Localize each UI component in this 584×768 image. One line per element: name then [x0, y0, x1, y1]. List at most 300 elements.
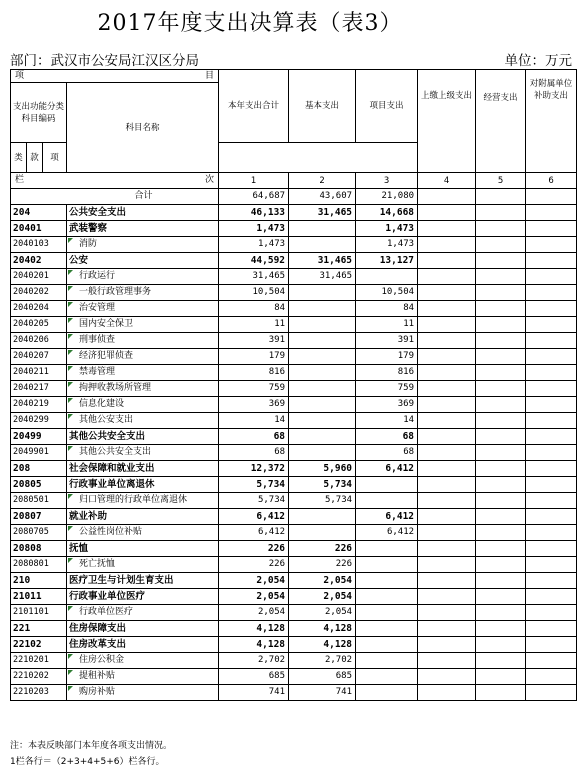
- row-business: [476, 605, 526, 621]
- row-business: [476, 333, 526, 349]
- row-total: 46,133: [219, 205, 289, 221]
- row-project: [356, 637, 418, 653]
- row-project: 10,504: [356, 285, 418, 301]
- row-basic: 31,465: [289, 205, 356, 221]
- row-subsidiary: [526, 461, 577, 477]
- row-upper: [418, 253, 476, 269]
- row-name: 提租补贴: [67, 669, 219, 685]
- row-basic: [289, 381, 356, 397]
- table-row: [11, 589, 577, 605]
- row-subsidiary: [526, 317, 577, 333]
- row-total: 226: [219, 541, 289, 557]
- row-name: 归口管理的行政单位离退休: [67, 493, 219, 509]
- row-code: 2040202: [11, 285, 67, 301]
- row-total: 2,054: [219, 589, 289, 605]
- row-name: 公共安全支出: [67, 205, 219, 221]
- row-business: [476, 253, 526, 269]
- row-business: [476, 621, 526, 637]
- row-upper: [418, 685, 476, 701]
- row-basic: 741: [289, 685, 356, 701]
- row-business: [476, 285, 526, 301]
- row-code: 2040211: [11, 365, 67, 381]
- row-code: 20808: [11, 541, 67, 557]
- row-subsidiary: [526, 445, 577, 461]
- table-row: [11, 525, 577, 541]
- row-business: [476, 525, 526, 541]
- row-upper: [418, 397, 476, 413]
- row-code: 221: [11, 621, 67, 637]
- row-total: 226: [219, 557, 289, 573]
- row-total: 5,734: [219, 477, 289, 493]
- table-row: [11, 269, 577, 285]
- row-upper: [418, 557, 476, 573]
- row-business: [476, 685, 526, 701]
- row-name: 消防: [67, 237, 219, 253]
- column-number: 5: [476, 173, 526, 189]
- lan-label: 栏: [15, 175, 25, 185]
- column-number: 3: [356, 173, 418, 189]
- row-upper: [418, 669, 476, 685]
- row-total: 2,054: [219, 573, 289, 589]
- row-name: 死亡抚恤: [67, 557, 219, 573]
- header-info: [10, 49, 576, 69]
- row-total: 179: [219, 349, 289, 365]
- col-header-total: 本年支出合计: [219, 70, 289, 143]
- row-business: [476, 349, 526, 365]
- row-project: [356, 669, 418, 685]
- row-business: [476, 637, 526, 653]
- row-name: 住房保障支出: [67, 621, 219, 637]
- row-basic: [289, 333, 356, 349]
- row-project: 816: [356, 365, 418, 381]
- row-basic: 31,465: [289, 253, 356, 269]
- row-upper: [418, 541, 476, 557]
- row-total: 741: [219, 685, 289, 701]
- row-code: 2080801: [11, 557, 67, 573]
- header-row-item: [11, 70, 577, 83]
- row-subsidiary: [526, 525, 577, 541]
- row-project: [356, 605, 418, 621]
- table-row: [11, 621, 577, 637]
- row-upper: [418, 221, 476, 237]
- row-code: 2040205: [11, 317, 67, 333]
- row-basic: [289, 413, 356, 429]
- department-label: 部门：武汉市公安局江汉区分局: [10, 53, 199, 69]
- row-business: [476, 557, 526, 573]
- row-business: [476, 365, 526, 381]
- table-row: [11, 349, 577, 365]
- row-project: [356, 541, 418, 557]
- row-subsidiary: [526, 637, 577, 653]
- row-name: 医疗卫生与计划生育支出: [67, 573, 219, 589]
- row-project: [356, 621, 418, 637]
- row-name: 行政事业单位离退休: [67, 477, 219, 493]
- row-subsidiary: [526, 365, 577, 381]
- row-total: 68: [219, 429, 289, 445]
- row-basic: [289, 525, 356, 541]
- row-project: 6,412: [356, 461, 418, 477]
- row-project: [356, 477, 418, 493]
- col-header-business: 经营支出: [476, 70, 526, 173]
- row-upper: [418, 621, 476, 637]
- row-upper: [418, 269, 476, 285]
- row-total: 2,702: [219, 653, 289, 669]
- row-name: 住房公积金: [67, 653, 219, 669]
- ci-label: 次: [205, 175, 215, 185]
- row-subsidiary: [526, 333, 577, 349]
- row-subsidiary: [526, 429, 577, 445]
- column-number: 6: [526, 173, 577, 189]
- lei-header: 类: [11, 143, 27, 173]
- row-basic: 4,128: [289, 621, 356, 637]
- row-project: 68: [356, 445, 418, 461]
- row-business: [476, 269, 526, 285]
- row-basic: [289, 301, 356, 317]
- column-number: 1: [219, 173, 289, 189]
- code-header: 支出功能分类科目编码: [11, 83, 67, 143]
- row-code: 20499: [11, 429, 67, 445]
- table-row: [11, 669, 577, 685]
- table-row: [11, 557, 577, 573]
- table-row: [11, 253, 577, 269]
- col-header-project: 项目支出: [356, 70, 418, 143]
- row-business: [476, 669, 526, 685]
- row-code: 2101101: [11, 605, 67, 621]
- row-business: [476, 397, 526, 413]
- table-row: [11, 509, 577, 525]
- row-subsidiary: [526, 589, 577, 605]
- row-basic: 685: [289, 669, 356, 685]
- col-header-subsidiary: 对附属单位补助支出: [526, 70, 577, 173]
- row-upper: [418, 189, 476, 205]
- row-code: 2040206: [11, 333, 67, 349]
- row-business: [476, 573, 526, 589]
- row-code: 2040201: [11, 269, 67, 285]
- row-upper: [418, 589, 476, 605]
- column-number: 4: [418, 173, 476, 189]
- row-basic: [289, 221, 356, 237]
- row-basic: 226: [289, 541, 356, 557]
- row-business: [476, 509, 526, 525]
- row-name: 社会保障和就业支出: [67, 461, 219, 477]
- row-code: 2080705: [11, 525, 67, 541]
- row-subsidiary: [526, 285, 577, 301]
- row-business: [476, 493, 526, 509]
- table-row: [11, 605, 577, 621]
- row-name: 行政单位医疗: [67, 605, 219, 621]
- row-code: 210: [11, 573, 67, 589]
- row-name: 国内安全保卫: [67, 317, 219, 333]
- row-basic: [289, 397, 356, 413]
- row-project: 84: [356, 301, 418, 317]
- row-code: 20805: [11, 477, 67, 493]
- row-name: 公安: [67, 253, 219, 269]
- row-code: 2210201: [11, 653, 67, 669]
- row-business: [476, 237, 526, 253]
- row-total: 68: [219, 445, 289, 461]
- row-upper: [418, 653, 476, 669]
- row-business: [476, 541, 526, 557]
- row-name: 禁毒管理: [67, 365, 219, 381]
- table-row: [11, 477, 577, 493]
- row-business: [476, 301, 526, 317]
- row-total: 44,592: [219, 253, 289, 269]
- row-project: [356, 557, 418, 573]
- row-basic: [289, 349, 356, 365]
- table-row: [11, 285, 577, 301]
- row-code: 2040299: [11, 413, 67, 429]
- row-total: 6,412: [219, 509, 289, 525]
- row-upper: [418, 573, 476, 589]
- row-total: 2,054: [219, 605, 289, 621]
- table-row: [11, 413, 577, 429]
- row-name: 行政运行: [67, 269, 219, 285]
- row-project: 14,668: [356, 205, 418, 221]
- row-name: 行政事业单位医疗: [67, 589, 219, 605]
- row-total: 12,372: [219, 461, 289, 477]
- row-basic: [289, 429, 356, 445]
- header-item-label: 项: [15, 71, 25, 81]
- note-line-1: 注：本表反映部门本年度各项支出情况。: [10, 741, 173, 751]
- row-total: 5,734: [219, 493, 289, 509]
- row-code: 2040204: [11, 301, 67, 317]
- row-code: 2040219: [11, 397, 67, 413]
- row-project: [356, 653, 418, 669]
- row-basic: 2,054: [289, 589, 356, 605]
- row-project: 6,412: [356, 509, 418, 525]
- row-project: 179: [356, 349, 418, 365]
- row-name: 其他公共安全支出: [67, 429, 219, 445]
- row-basic: [289, 445, 356, 461]
- table-row: [11, 317, 577, 333]
- row-business: [476, 445, 526, 461]
- table-body: [11, 189, 577, 701]
- row-subsidiary: [526, 685, 577, 701]
- row-total: 369: [219, 397, 289, 413]
- row-subsidiary: [526, 397, 577, 413]
- xiang-header: 项: [43, 143, 67, 173]
- row-project: 1,473: [356, 237, 418, 253]
- row-project: 13,127: [356, 253, 418, 269]
- row-project: 11: [356, 317, 418, 333]
- col-header-upper: 上缴上级支出: [418, 70, 476, 173]
- row-basic: 43,607: [289, 189, 356, 205]
- row-upper: [418, 349, 476, 365]
- row-code: 22102: [11, 637, 67, 653]
- row-project: 68: [356, 429, 418, 445]
- table-row: [11, 381, 577, 397]
- row-basic: 5,960: [289, 461, 356, 477]
- row-project: 6,412: [356, 525, 418, 541]
- name-header: 科目名称: [67, 83, 219, 173]
- row-project: [356, 573, 418, 589]
- row-code: 20402: [11, 253, 67, 269]
- row-business: [476, 653, 526, 669]
- row-upper: [418, 381, 476, 397]
- row-name: 拘押收教场所管理: [67, 381, 219, 397]
- row-total: 11: [219, 317, 289, 333]
- row-upper: [418, 461, 476, 477]
- row-upper: [418, 317, 476, 333]
- row-upper: [418, 365, 476, 381]
- row-code: 204: [11, 205, 67, 221]
- row-subsidiary: [526, 221, 577, 237]
- row-upper: [418, 637, 476, 653]
- row-upper: [418, 285, 476, 301]
- row-basic: 4,128: [289, 637, 356, 653]
- kuan-header: 款: [27, 143, 43, 173]
- row-name: 公益性岗位补贴: [67, 525, 219, 541]
- table-row: [11, 541, 577, 557]
- row-name: 就业补助: [67, 509, 219, 525]
- row-upper: [418, 413, 476, 429]
- row-code: 208: [11, 461, 67, 477]
- row-code: 20401: [11, 221, 67, 237]
- row-basic: [289, 509, 356, 525]
- row-project: 14: [356, 413, 418, 429]
- row-subsidiary: [526, 605, 577, 621]
- unit-label: 单位：万元: [504, 53, 572, 69]
- table-row: [11, 653, 577, 669]
- row-code: 2049901: [11, 445, 67, 461]
- row-total: 14: [219, 413, 289, 429]
- row-code: 2040207: [11, 349, 67, 365]
- table-row: [11, 333, 577, 349]
- row-upper: [418, 333, 476, 349]
- row-code: 20807: [11, 509, 67, 525]
- row-total: 31,465: [219, 269, 289, 285]
- table-row: [11, 237, 577, 253]
- row-name: 武装警察: [67, 221, 219, 237]
- row-upper: [418, 477, 476, 493]
- row-subsidiary: [526, 477, 577, 493]
- row-name: 经济犯罪侦查: [67, 349, 219, 365]
- row-code: 2040217: [11, 381, 67, 397]
- row-basic: [289, 237, 356, 253]
- row-total: 10,504: [219, 285, 289, 301]
- row-subsidiary: [526, 509, 577, 525]
- row-name: 刑事侦查: [67, 333, 219, 349]
- row-name: 信息化建设: [67, 397, 219, 413]
- row-total: 391: [219, 333, 289, 349]
- row-name: 其他公共安全支出: [67, 445, 219, 461]
- row-business: [476, 413, 526, 429]
- table-row: [11, 301, 577, 317]
- row-subsidiary: [526, 189, 577, 205]
- table-row: [11, 573, 577, 589]
- row-basic: 2,054: [289, 605, 356, 621]
- row-business: [476, 477, 526, 493]
- row-upper: [418, 525, 476, 541]
- table-row: [11, 685, 577, 701]
- row-basic: [289, 285, 356, 301]
- row-business: [476, 429, 526, 445]
- row-upper: [418, 493, 476, 509]
- row-project: 391: [356, 333, 418, 349]
- row-subsidiary: [526, 237, 577, 253]
- row-total: 816: [219, 365, 289, 381]
- row-total: 84: [219, 301, 289, 317]
- row-subsidiary: [526, 541, 577, 557]
- row-total: 685: [219, 669, 289, 685]
- row-business: [476, 589, 526, 605]
- row-total: 4,128: [219, 637, 289, 653]
- table-row: [11, 365, 577, 381]
- row-upper: [418, 237, 476, 253]
- row-total: 64,687: [219, 189, 289, 205]
- expenditure-table: [10, 69, 577, 701]
- row-code: 2210203: [11, 685, 67, 701]
- header-item-sub-label: 目: [205, 71, 215, 81]
- row-name: 其他公安支出: [67, 413, 219, 429]
- row-code: 2080501: [11, 493, 67, 509]
- row-total: 759: [219, 381, 289, 397]
- row-total: 6,412: [219, 525, 289, 541]
- row-basic: [289, 365, 356, 381]
- row-subsidiary: [526, 269, 577, 285]
- row-project: 759: [356, 381, 418, 397]
- row-upper: [418, 301, 476, 317]
- row-subsidiary: [526, 557, 577, 573]
- table-row: [11, 189, 577, 205]
- row-code: 2040103: [11, 237, 67, 253]
- row-project: 21,080: [356, 189, 418, 205]
- row-project: 369: [356, 397, 418, 413]
- row-business: [476, 189, 526, 205]
- row-upper: [418, 429, 476, 445]
- row-basic: 226: [289, 557, 356, 573]
- row-subsidiary: [526, 621, 577, 637]
- row-total: 1,473: [219, 237, 289, 253]
- row-business: [476, 381, 526, 397]
- row-basic: [289, 317, 356, 333]
- row-subsidiary: [526, 573, 577, 589]
- table-row: [11, 461, 577, 477]
- header-row-column-numbers: [11, 173, 577, 189]
- row-basic: 31,465: [289, 269, 356, 285]
- row-total: 4,128: [219, 621, 289, 637]
- table-row: [11, 637, 577, 653]
- row-code: 2210202: [11, 669, 67, 685]
- row-project: [356, 269, 418, 285]
- row-subsidiary: [526, 301, 577, 317]
- row-subsidiary: [526, 493, 577, 509]
- row-subsidiary: [526, 381, 577, 397]
- row-basic: 2,702: [289, 653, 356, 669]
- row-name: 住房改革支出: [67, 637, 219, 653]
- row-subsidiary: [526, 205, 577, 221]
- row-name: 治安管理: [67, 301, 219, 317]
- row-upper: [418, 509, 476, 525]
- table-row: [11, 205, 577, 221]
- row-basic: 5,734: [289, 493, 356, 509]
- row-business: [476, 221, 526, 237]
- row-total: 1,473: [219, 221, 289, 237]
- row-basic: 2,054: [289, 573, 356, 589]
- table-row: [11, 445, 577, 461]
- row-upper: [418, 605, 476, 621]
- table-row: [11, 397, 577, 413]
- col-header-basic: 基本支出: [289, 70, 356, 143]
- row-business: [476, 205, 526, 221]
- row-project: [356, 589, 418, 605]
- row-upper: [418, 445, 476, 461]
- column-number: 2: [289, 173, 356, 189]
- row-project: [356, 685, 418, 701]
- row-subsidiary: [526, 349, 577, 365]
- row-business: [476, 461, 526, 477]
- row-subsidiary: [526, 413, 577, 429]
